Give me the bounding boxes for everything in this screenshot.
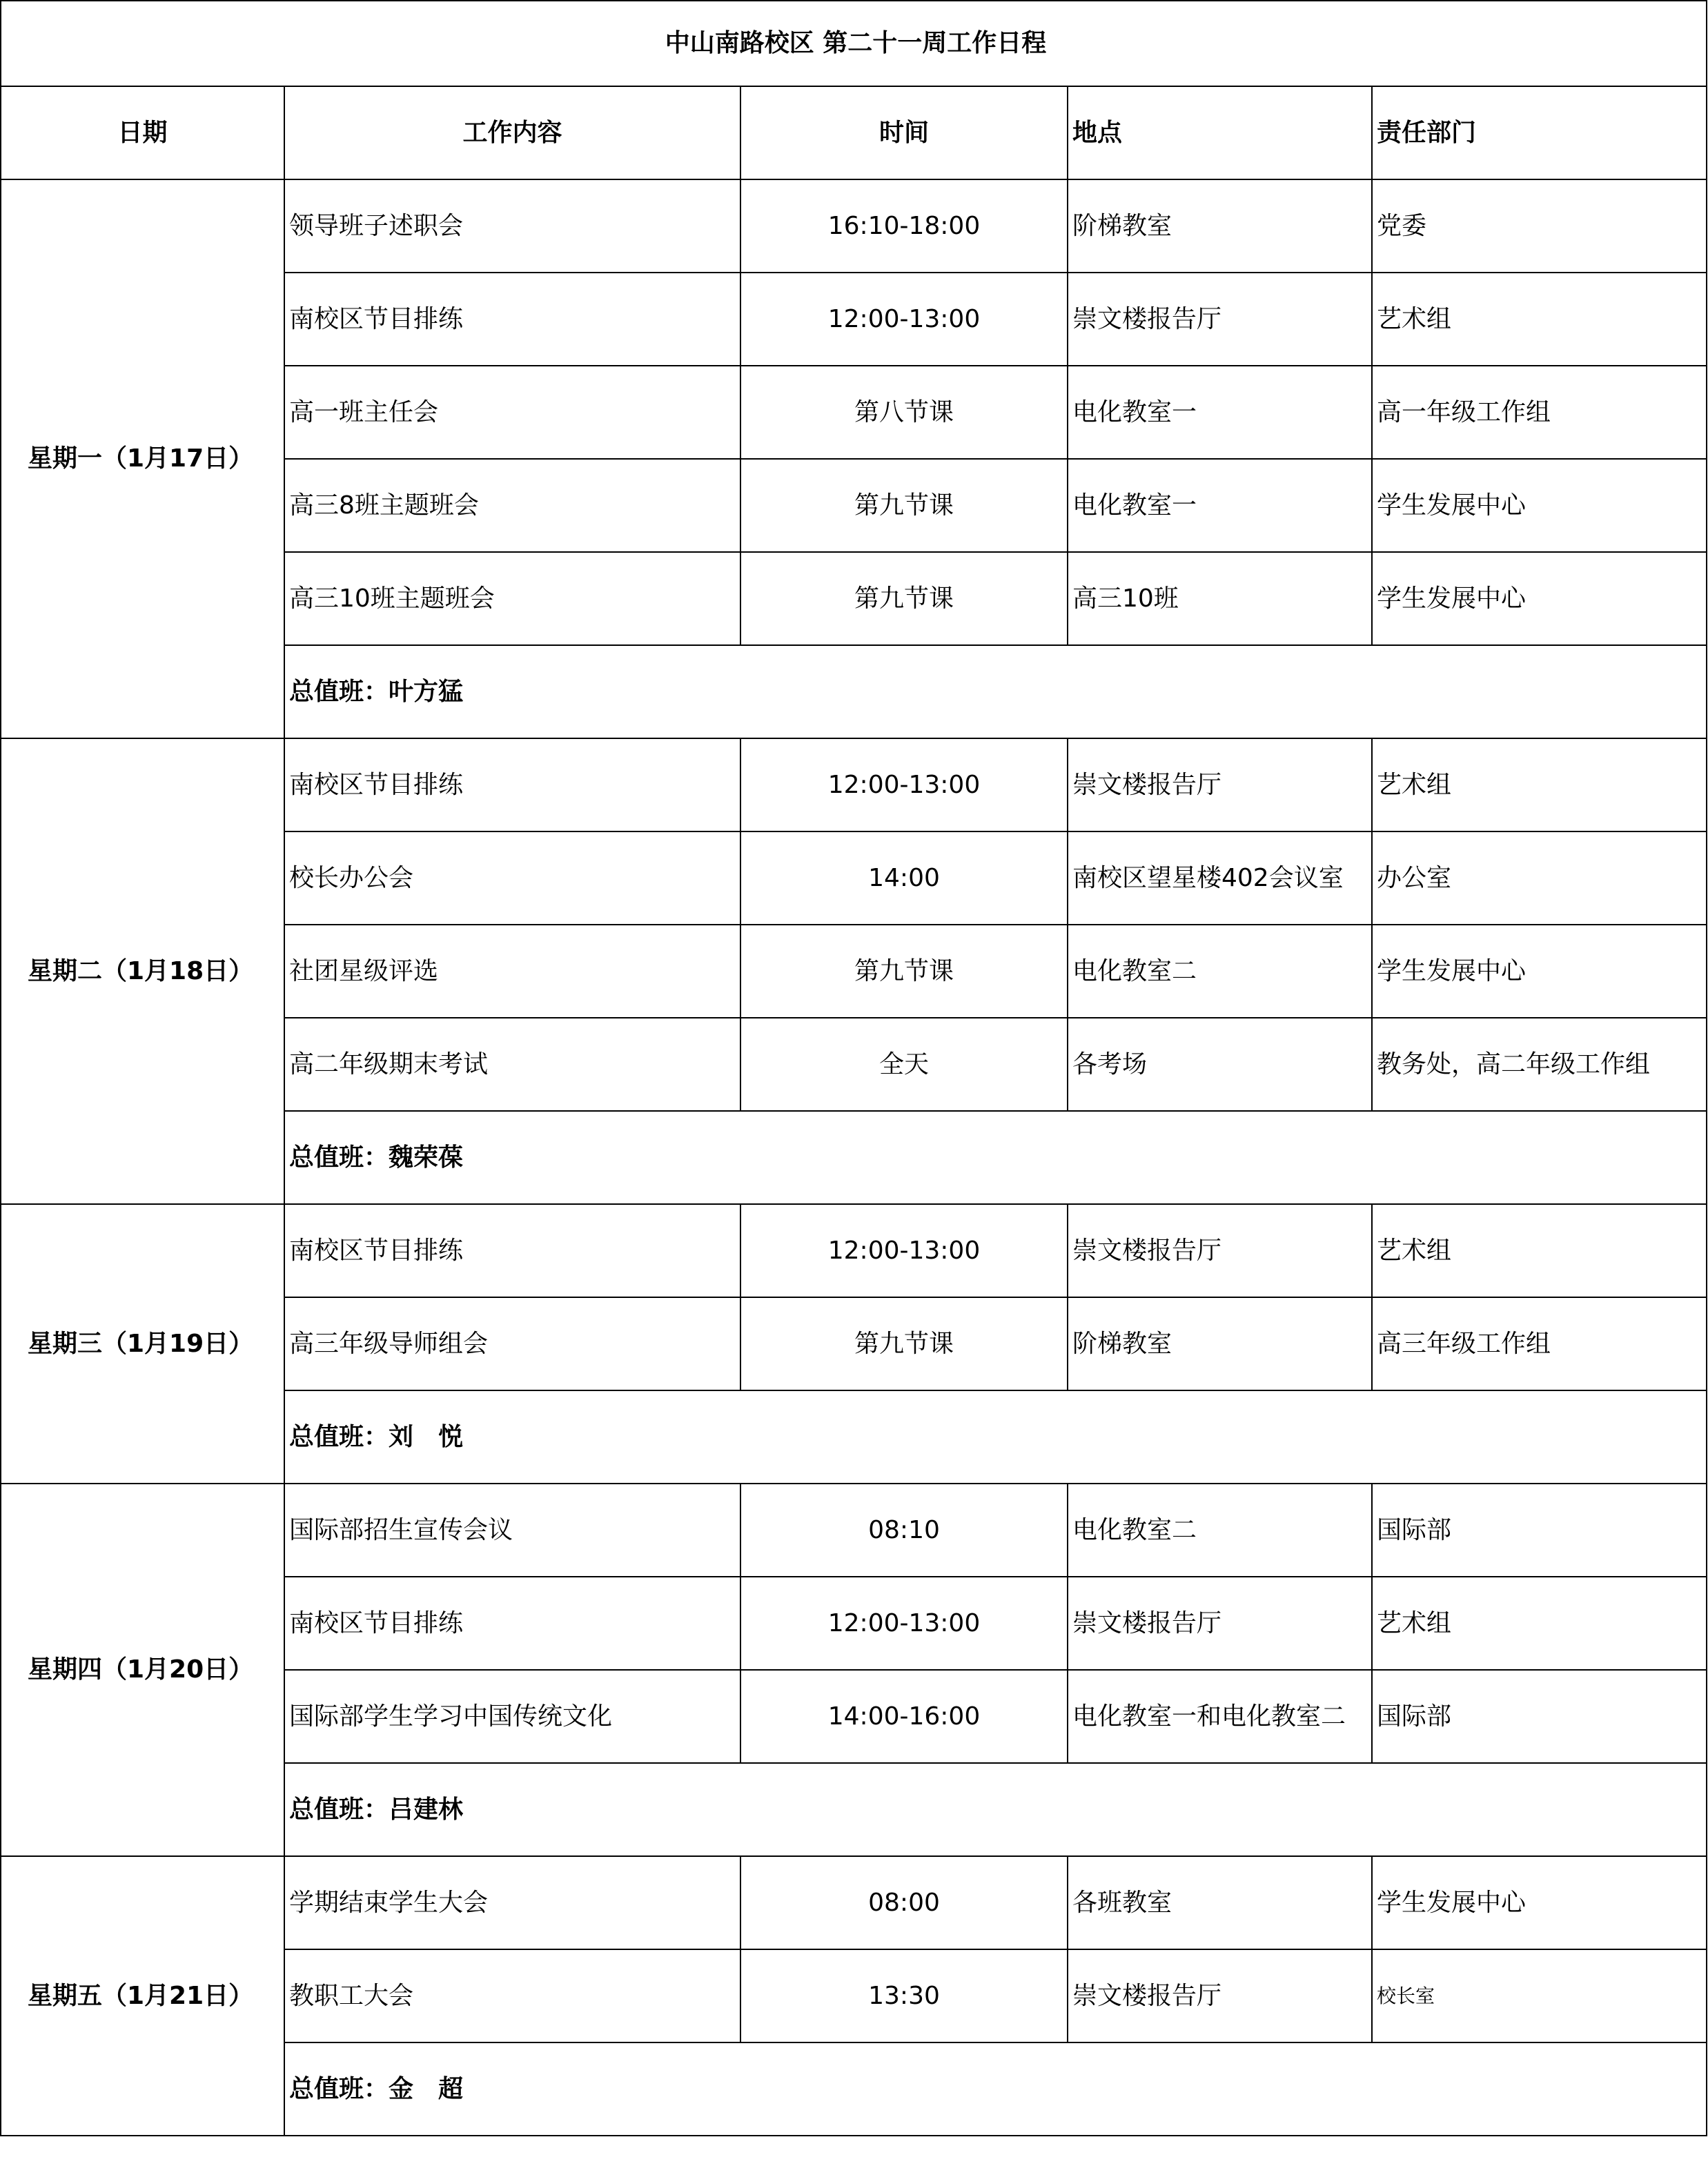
place-cell: 各考场 xyxy=(1068,1018,1372,1111)
dept-cell: 高三年级工作组 xyxy=(1372,1297,1707,1390)
time-cell: 12:00-13:00 xyxy=(740,1204,1068,1297)
time-cell: 第八节课 xyxy=(740,366,1068,459)
dept-cell: 学生发展中心 xyxy=(1372,1856,1707,1949)
work-content-cell: 高三8班主题班会 xyxy=(284,459,740,552)
dept-cell: 艺术组 xyxy=(1372,1204,1707,1297)
time-cell: 第九节课 xyxy=(740,1297,1068,1390)
day-label: 星期二（1月18日） xyxy=(1,738,284,1204)
place-cell: 各班教室 xyxy=(1068,1856,1372,1949)
work-content-cell: 领导班子述职会 xyxy=(284,179,740,273)
place-cell: 阶梯教室 xyxy=(1068,179,1372,273)
page-title: 中山南路校区 第二十一周工作日程 xyxy=(1,1,1707,86)
dept-cell: 国际部 xyxy=(1372,1670,1707,1763)
work-content-cell: 高三年级导师组会 xyxy=(284,1297,740,1390)
dept-cell: 校长室 xyxy=(1372,1949,1707,2042)
header-dept: 责任部门 xyxy=(1372,86,1707,179)
day-label: 星期五（1月21日） xyxy=(1,1856,284,2136)
time-cell: 第九节课 xyxy=(740,925,1068,1018)
work-content-cell: 社团星级评选 xyxy=(284,925,740,1018)
time-cell: 12:00-13:00 xyxy=(740,1577,1068,1670)
work-content-cell: 教职工大会 xyxy=(284,1949,740,2042)
work-content-cell: 高三10班主题班会 xyxy=(284,552,740,645)
time-cell: 第九节课 xyxy=(740,552,1068,645)
duty-officer: 总值班：叶方猛 xyxy=(284,645,1707,738)
table-row xyxy=(1,179,1707,273)
table-row xyxy=(1,738,1707,831)
work-content-cell: 校长办公会 xyxy=(284,831,740,925)
day-label: 星期四（1月20日） xyxy=(1,1484,284,1856)
dept-cell: 教务处，高二年级工作组 xyxy=(1372,1018,1707,1111)
table-row xyxy=(1,1204,1707,1297)
work-content-cell: 学期结束学生大会 xyxy=(284,1856,740,1949)
place-cell: 电化教室二 xyxy=(1068,925,1372,1018)
place-cell: 崇文楼报告厅 xyxy=(1068,273,1372,366)
dept-cell: 办公室 xyxy=(1372,831,1707,925)
place-cell: 崇文楼报告厅 xyxy=(1068,1204,1372,1297)
work-content-cell: 国际部学生学习中国传统文化 xyxy=(284,1670,740,1763)
dept-cell: 学生发展中心 xyxy=(1372,552,1707,645)
work-content-cell: 高二年级期末考试 xyxy=(284,1018,740,1111)
time-cell: 14:00-16:00 xyxy=(740,1670,1068,1763)
time-cell: 13:30 xyxy=(740,1949,1068,2042)
time-cell: 第九节课 xyxy=(740,459,1068,552)
place-cell: 电化教室二 xyxy=(1068,1484,1372,1577)
work-content-cell: 高一班主任会 xyxy=(284,366,740,459)
time-cell: 08:10 xyxy=(740,1484,1068,1577)
duty-officer: 总值班：刘 悦 xyxy=(284,1390,1707,1484)
dept-cell: 艺术组 xyxy=(1372,738,1707,831)
time-cell: 08:00 xyxy=(740,1856,1068,1949)
work-content-cell: 南校区节目排练 xyxy=(284,1204,740,1297)
dept-cell: 国际部 xyxy=(1372,1484,1707,1577)
place-cell: 阶梯教室 xyxy=(1068,1297,1372,1390)
time-cell: 12:00-13:00 xyxy=(740,273,1068,366)
place-cell: 电化教室一 xyxy=(1068,366,1372,459)
place-cell: 崇文楼报告厅 xyxy=(1068,1949,1372,2042)
work-content-cell: 南校区节目排练 xyxy=(284,1577,740,1670)
place-cell: 电化教室一 xyxy=(1068,459,1372,552)
dept-cell: 高一年级工作组 xyxy=(1372,366,1707,459)
place-cell: 电化教室一和电化教室二 xyxy=(1068,1670,1372,1763)
day-label: 星期一（1月17日） xyxy=(1,179,284,738)
work-content-cell: 南校区节目排练 xyxy=(284,738,740,831)
time-cell: 16:10-18:00 xyxy=(740,179,1068,273)
header-row xyxy=(1,86,1707,179)
table-row xyxy=(1,1484,1707,1577)
work-content-cell: 南校区节目排练 xyxy=(284,273,740,366)
duty-officer: 总值班：魏荣葆 xyxy=(284,1111,1707,1204)
time-cell: 14:00 xyxy=(740,831,1068,925)
dept-cell: 艺术组 xyxy=(1372,1577,1707,1670)
duty-officer: 总值班：吕建林 xyxy=(284,1763,1707,1856)
duty-officer: 总值班：金 超 xyxy=(284,2042,1707,2136)
time-cell: 12:00-13:00 xyxy=(740,738,1068,831)
place-cell: 崇文楼报告厅 xyxy=(1068,738,1372,831)
header-time: 时间 xyxy=(740,86,1068,179)
place-cell: 高三10班 xyxy=(1068,552,1372,645)
dept-cell: 艺术组 xyxy=(1372,273,1707,366)
table-row xyxy=(1,1856,1707,1949)
place-cell: 崇文楼报告厅 xyxy=(1068,1577,1372,1670)
time-cell: 全天 xyxy=(740,1018,1068,1111)
dept-cell: 学生发展中心 xyxy=(1372,925,1707,1018)
day-label: 星期三（1月19日） xyxy=(1,1204,284,1484)
work-content-cell: 国际部招生宣传会议 xyxy=(284,1484,740,1577)
header-content: 工作内容 xyxy=(284,86,740,179)
header-date: 日期 xyxy=(1,86,284,179)
dept-cell: 学生发展中心 xyxy=(1372,459,1707,552)
dept-cell: 党委 xyxy=(1372,179,1707,273)
header-place: 地点 xyxy=(1068,86,1372,179)
place-cell: 南校区望星楼402会议室 xyxy=(1068,831,1372,925)
